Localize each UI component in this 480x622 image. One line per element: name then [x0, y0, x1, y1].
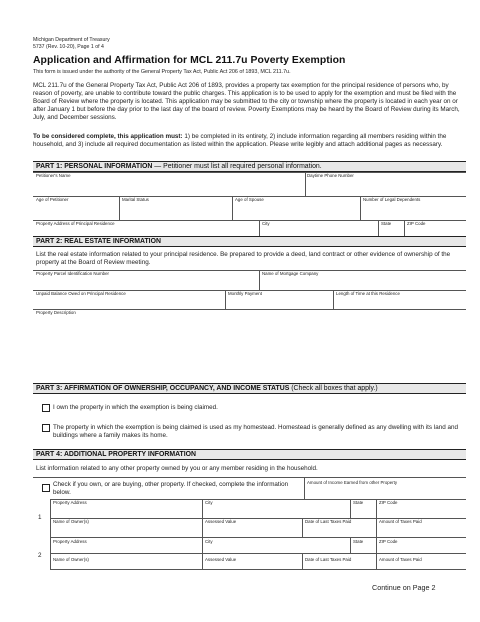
parcel-id-label: Property Parcel Identification Number — [36, 271, 109, 276]
own-property-checkbox[interactable] — [42, 404, 50, 412]
part2-heading: PART 2: REAL ESTATE INFORMATION — [33, 236, 466, 247]
row1-owner-field[interactable] — [51, 524, 202, 537]
part1-title: PART 1: PERSONAL INFORMATION — [36, 163, 153, 170]
row1-state-label: State — [353, 500, 364, 505]
row2-date-paid-field[interactable] — [303, 562, 376, 569]
marital-status-field[interactable] — [120, 203, 232, 220]
part1-note: — Petitioner must list all required personal information. — [152, 163, 322, 170]
unpaid-balance-field[interactable] — [33, 297, 225, 309]
row2-owner-field[interactable] — [51, 562, 202, 569]
row1-amount-paid-field[interactable] — [377, 524, 466, 537]
row2-property-address-label: Property Address — [53, 539, 87, 544]
daytime-phone-field[interactable] — [306, 179, 466, 196]
row2-amount-paid-field[interactable] — [377, 562, 466, 569]
row1-city-field[interactable] — [203, 505, 350, 518]
monthly-payment-label: Monthly Payment — [228, 291, 262, 296]
property-description-label: Property Description — [36, 310, 76, 315]
petitioner-name-label: Petitioner's Name — [36, 173, 71, 178]
row2-assessed-label: Assessed Value — [205, 557, 237, 562]
monthly-payment-field[interactable] — [226, 297, 333, 309]
homestead-checkbox[interactable] — [42, 424, 50, 432]
other-income-label: Amount of Income Earned from other Property — [307, 480, 398, 485]
form-revision: 5737 (Rev. 10-20), Page 1 of 4 — [33, 44, 104, 50]
part3-title: PART 3: AFFIRMATION OF OWNERSHIP, OCCUPANCY, AND INCOME STATUS — [36, 385, 290, 392]
row1-zip-label: ZIP Code — [379, 500, 398, 505]
row2-city-field[interactable] — [203, 544, 350, 553]
row1-state-field[interactable] — [351, 505, 376, 518]
row1-zip-field[interactable] — [377, 505, 466, 518]
row2-property-address-field[interactable] — [51, 544, 202, 553]
row2-date-paid-label: Date of Last Taxes Paid — [305, 557, 352, 562]
property-description-field[interactable] — [33, 316, 466, 383]
part4-instruction: List information related to any other property owned by you or any member residing in the household. — [36, 465, 318, 472]
daytime-phone-label: Daytime Phone Number — [307, 173, 354, 178]
row1-property-address-label: Property Address — [53, 500, 87, 505]
row1-property-address-field[interactable] — [51, 505, 202, 518]
zip-label: ZIP Code — [407, 221, 426, 226]
age-spouse-label: Age of Spouse — [235, 197, 264, 202]
part4-heading: PART 4: ADDITIONAL PROPERTY INFORMATION — [33, 449, 466, 460]
length-time-label: Length of Time at this Residence — [336, 291, 400, 296]
mortgage-company-field[interactable] — [260, 277, 466, 290]
part2-instruction: List the real estate information related to your principal residence. Be prepared to provide a deed, land contract or other evidence of ownership of the property at the Board of Review meeting. — [36, 251, 451, 267]
row2-state-field[interactable] — [351, 544, 376, 553]
row2-owner-label: Name of Owner(s) — [53, 557, 89, 562]
state-label: State — [381, 221, 392, 226]
completeness-lead: To be considered complete, this application must: — [33, 133, 183, 140]
parcel-id-field[interactable] — [33, 277, 259, 290]
row1-date-paid-field[interactable] — [303, 524, 376, 537]
row-number-2: 2 — [38, 552, 42, 559]
city-label: City — [262, 221, 270, 226]
age-spouse-field[interactable] — [233, 203, 360, 220]
petitioner-name-field[interactable] — [33, 179, 305, 196]
age-petitioner-label: Age of Petitioner — [36, 197, 69, 202]
row1-assessed-label: Assessed Value — [205, 519, 237, 524]
part3-heading — [33, 383, 466, 394]
form-title: Application and Affirmation for MCL 211.7u Poverty Exemption — [33, 55, 346, 66]
row2-zip-label: ZIP Code — [379, 539, 398, 544]
city-field[interactable] — [260, 227, 378, 236]
mortgage-company-label: Name of Mortgage Company — [262, 271, 319, 276]
length-time-field[interactable] — [334, 297, 466, 309]
row2-state-label: State — [353, 539, 364, 544]
other-income-field[interactable] — [305, 487, 466, 499]
state-field[interactable] — [379, 227, 404, 236]
row2-assessed-field[interactable] — [203, 562, 302, 569]
legal-dependents-field[interactable] — [361, 203, 466, 220]
completeness-paragraph — [33, 133, 466, 149]
legal-dependents-label: Number of Legal Dependents — [363, 197, 421, 202]
row1-owner-label: Name of Owner(s) — [53, 519, 89, 524]
completeness-body: 1) be completed in its entirety, 2) include information regarding all members residing within the household, and 3) include all required documentation as listed within the application. Please write legibly and attach additional pages as necessary. — [33, 133, 447, 149]
homestead-text: The property in which the exemption is being claimed is used as my homestead. Homestead is generally defined as any dwelling with its land and buildings where a family makes its home. — [53, 424, 458, 439]
own-property-text: I own the property in which the exemption is being claimed. — [53, 404, 218, 411]
row-number-1: 1 — [38, 514, 42, 521]
row2-amount-paid-label: Amount of Taxes Paid — [379, 557, 422, 562]
property-address-label: Property Address of Principal Residence — [36, 221, 115, 226]
row1-amount-paid-label: Amount of Taxes Paid — [379, 519, 422, 524]
unpaid-balance-label: Unpaid Balance Owed on Principal Residence — [36, 291, 126, 296]
property-address-field[interactable] — [33, 227, 259, 236]
row1-city-label: City — [205, 500, 213, 505]
other-property-text: Check if you own, or are buying, other property. If checked, complete the information below. — [53, 481, 289, 496]
part1-heading — [33, 161, 466, 172]
other-property-checkbox[interactable] — [42, 484, 50, 492]
row2-city-label: City — [205, 539, 213, 544]
marital-status-label: Marital Status — [122, 197, 149, 202]
age-petitioner-field[interactable] — [33, 203, 119, 220]
zip-field[interactable] — [405, 227, 466, 236]
row1-assessed-field[interactable] — [203, 524, 302, 537]
part3-note: (Check all boxes that apply.) — [289, 385, 378, 392]
continue-note: Continue on Page 2 — [372, 583, 436, 592]
intro-paragraph: MCL 211.7u of the General Property Tax Act, Public Act 206 of 1893, provides a property tax exemption for the principal residence of persons who, by reason of poverty, are unable to contribute toward the public charges. This application is to be used to apply for the exemption and must be filed with the Board of Review where the property is located. This application may be submitted to the city or township where the property is located in each year on or after January 1 but before the day prior to the last day of the board of review. Poverty Exemptions may be heard by the Board of Review during its March, July, and December sessions. — [33, 82, 460, 122]
department-name: Michigan Department of Treasury — [33, 37, 110, 43]
row1-date-paid-label: Date of Last Taxes Paid — [305, 519, 352, 524]
authority-note: This form is issued under the authority of the General Property Tax Act, Public Act 206 of 1893, MCL 211.7u. — [33, 69, 291, 75]
row2-zip-field[interactable] — [377, 544, 466, 553]
